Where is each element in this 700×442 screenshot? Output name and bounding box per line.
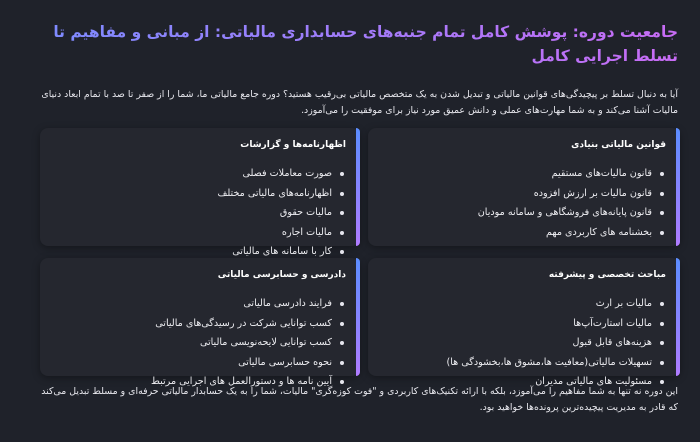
- list-item: مسئولیت های مالیاتی مدیران: [378, 372, 666, 392]
- list-item: مالیات بر ارث: [378, 294, 666, 314]
- card-returns-reports: [40, 128, 360, 258]
- list-item: کسب توانایی شرکت در رسیدگی‌های مالیاتی: [50, 314, 346, 334]
- list-item: مالیات استارت‌آپ‌ها: [378, 314, 666, 334]
- list-item: قانون پایانه‌های فروشگاهی و سامانه مودیان: [378, 203, 666, 223]
- card-title: اظهارنامه‌ها و گزارشات: [240, 140, 346, 150]
- card-list: [378, 164, 666, 242]
- card-title: مباحث تخصصی و پیشرفته: [548, 270, 666, 280]
- page-title: جامعیت دوره: پوشش کامل تمام جنبه‌های حسابداری مالیاتی: از مبانی و مفاهیم تا تسلط اجرایی کامل: [22, 20, 678, 68]
- card-fundamental-laws: [368, 128, 680, 246]
- list-item: هزینه‌های قابل قبول: [378, 333, 666, 353]
- list-item: نحوه حسابرسی مالیاتی: [50, 353, 346, 373]
- card-list: [50, 294, 346, 392]
- card-list: [378, 294, 666, 392]
- card-list: [50, 164, 346, 262]
- card-title: دادرسی و حسابرسی مالیاتی: [217, 270, 346, 280]
- list-item: فرایند دادرسی مالیاتی: [50, 294, 346, 314]
- list-item: اظهارنامه‌های مالیاتی مختلف: [50, 184, 346, 204]
- list-item: صورت معاملات فصلی: [50, 164, 346, 184]
- intro-paragraph: آیا به دنبال تسلط بر پیچیدگی‌های قوانین مالیاتی و تبدیل شدن به یک متخصص مالیاتی بی‌رقیب هستید؟ دوره جامع مالیاتی ما، شما را از صفر تا صد با تمام ابعاد دنیای مالیات آشنا می‌کند و به شما مهارت‌های عملی و دانش عمیق مورد نیاز برای موفقیت را می‌آموزد.: [41, 89, 678, 116]
- list-item: بخشنامه های کاربردی مهم: [378, 223, 666, 243]
- list-item: کار با سامانه های مالیاتی: [50, 242, 346, 262]
- card-title: قوانین مالیاتی بنیادی: [571, 140, 666, 150]
- outro-paragraph: این دوره نه تنها به شما مفاهیم را می‌آموزد، بلکه با ارائه تکنیک‌های کاربردی و "فوت کوزه‌گری" مالیات، شما را به یک حسابدار مالیاتی حرفه‌ای و مسلط تبدیل می‌کند که قادر به مدیریت پیچیده‌ترین پرونده‌ها خواهید بود.: [41, 386, 678, 413]
- list-item: کسب توانایی لایحه‌نویسی مالیاتی: [50, 333, 346, 353]
- card-advanced-topics: [368, 258, 680, 388]
- list-item: قانون مالیات بر ارزش افزوده: [378, 184, 666, 204]
- list-item: تسهیلات مالیاتی(معافیت ها،مشوق ها،بخشودگی ها): [378, 353, 666, 373]
- list-item: مالیات اجاره: [50, 223, 346, 243]
- list-item: آیین نامه ها و دستورالعمل های اجرایی مرتبط: [50, 372, 346, 392]
- list-item: قانون مالیات‌های مستقیم: [378, 164, 666, 184]
- card-tax-audit: [40, 258, 360, 388]
- list-item: مالیات حقوق: [50, 203, 346, 223]
